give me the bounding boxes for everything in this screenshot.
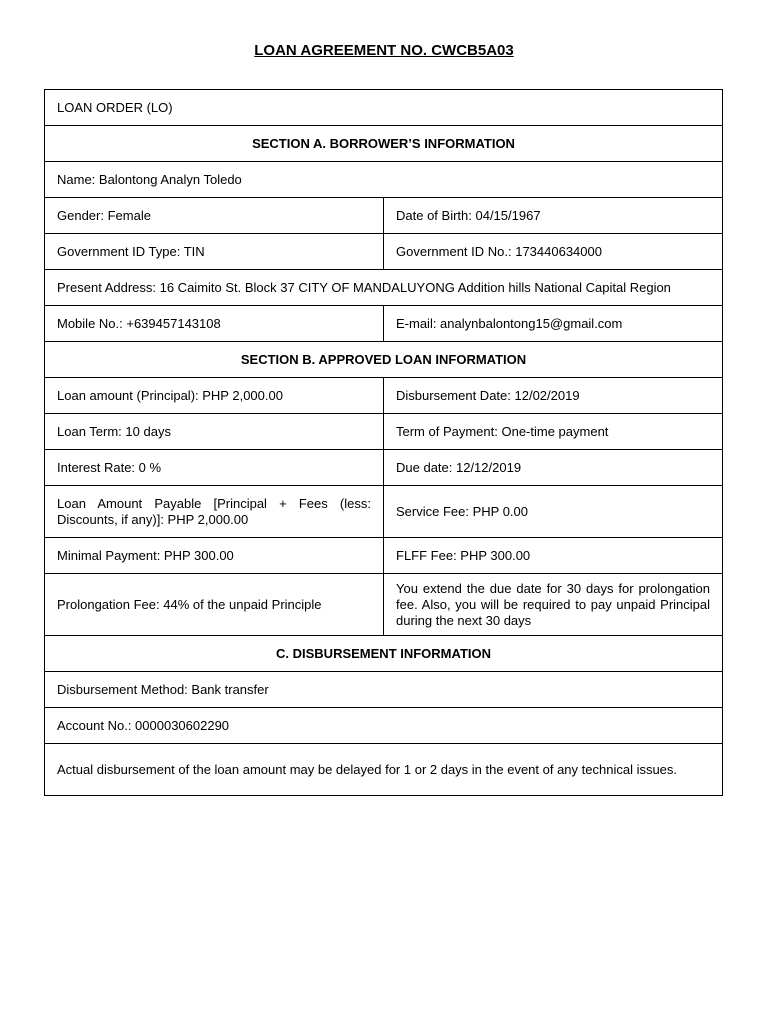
interest-rate: Interest Rate: 0 % — [45, 450, 384, 486]
loan-amount: Loan amount (Principal): PHP 2,000.00 — [45, 378, 384, 414]
loan-amount-payable: Loan Amount Payable [Principal + Fees (less: Discounts, if any)]: PHP 2,000.00 — [45, 486, 384, 538]
loan-term: Loan Term: 10 days — [45, 414, 384, 450]
disbursement-method: Disbursement Method: Bank transfer — [45, 672, 723, 708]
gov-id-type: Government ID Type: TIN — [45, 234, 384, 270]
flff-fee: FLFF Fee: PHP 300.00 — [384, 538, 723, 574]
borrower-name: Name: Balontong Analyn Toledo — [45, 162, 723, 198]
disbursement-date: Disbursement Date: 12/02/2019 — [384, 378, 723, 414]
due-date: Due date: 12/12/2019 — [384, 450, 723, 486]
email-address: E-mail: analynbalontong15@gmail.com — [384, 306, 723, 342]
borrower-dob: Date of Birth: 04/15/1967 — [384, 198, 723, 234]
prolongation-note: You extend the due date for 30 days for prolongation fee. Also, you will be required to pay unpaid Principal during the next 30 days — [384, 574, 723, 636]
section-c-heading: C. DISBURSEMENT INFORMATION — [45, 636, 723, 672]
term-of-payment: Term of Payment: One-time payment — [384, 414, 723, 450]
section-a-heading: SECTION A. BORROWER’S INFORMATION — [45, 126, 723, 162]
present-address: Present Address: 16 Caimito St. Block 37 CITY OF MANDALUYONG Addition hills National Capital Region — [45, 270, 723, 306]
account-number: Account No.: 0000030602290 — [45, 708, 723, 744]
section-b-heading: SECTION B. APPROVED LOAN INFORMATION — [45, 342, 723, 378]
mobile-number: Mobile No.: +639457143108 — [45, 306, 384, 342]
gov-id-number: Government ID No.: 173440634000 — [384, 234, 723, 270]
loan-agreement-table — [44, 89, 723, 796]
loan-order-label: LOAN ORDER (LO) — [45, 90, 723, 126]
prolongation-fee: Prolongation Fee: 44% of the unpaid Principle — [45, 574, 384, 636]
borrower-gender: Gender: Female — [45, 198, 384, 234]
disbursement-note: Actual disbursement of the loan amount may be delayed for 1 or 2 days in the event of any technical issues. — [45, 744, 723, 796]
minimal-payment: Minimal Payment: PHP 300.00 — [45, 538, 384, 574]
document-title: LOAN AGREEMENT NO. CWCB5A03 — [254, 42, 514, 59]
service-fee: Service Fee: PHP 0.00 — [384, 486, 723, 538]
